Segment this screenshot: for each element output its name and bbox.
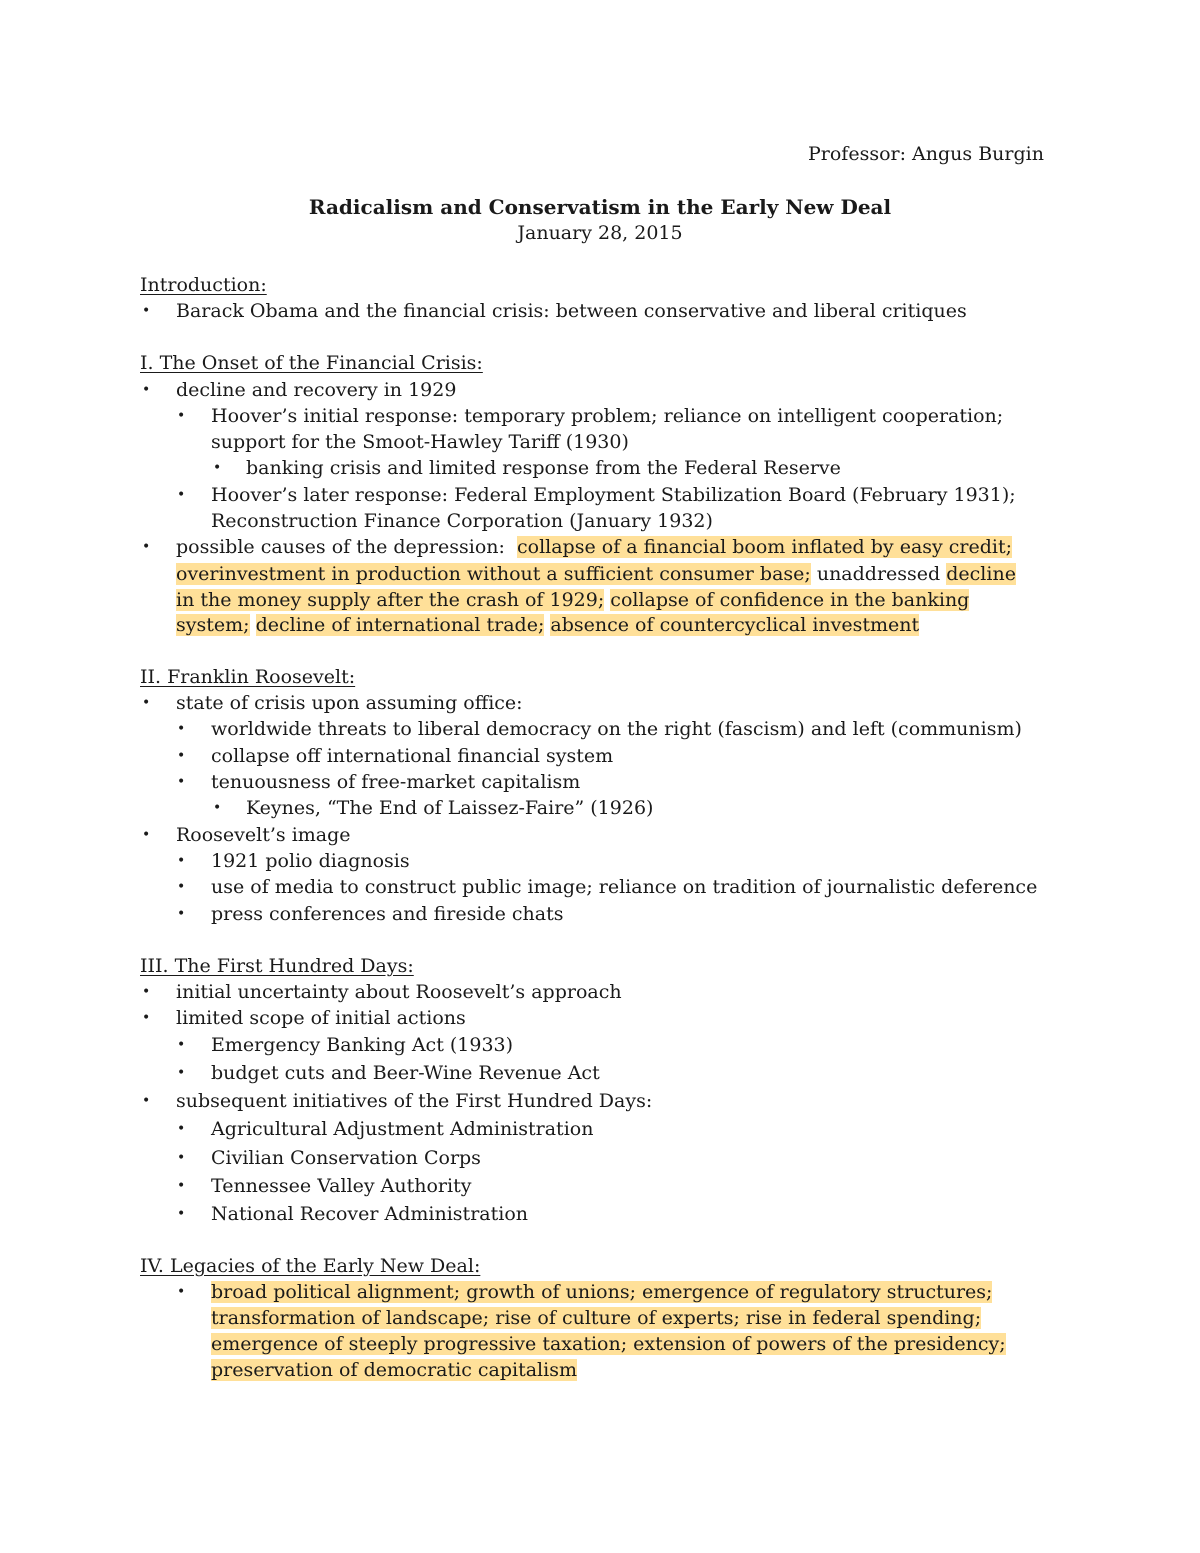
list-item: press conferences and fireside chats	[211, 903, 564, 925]
list-item: Tennessee Valley Authority	[211, 1175, 472, 1197]
list-item-continuation	[211, 1305, 981, 1331]
text-run: possible causes of the depression:	[176, 536, 517, 558]
bullet-icon: •	[177, 774, 186, 790]
highlighted-text: decline	[946, 563, 1016, 585]
list-item: budget cuts and Beer-Wine Revenue Act	[211, 1062, 600, 1084]
section-heading-3: III. The First Hundred Days:	[140, 955, 414, 977]
bullet-icon: •	[177, 1121, 186, 1137]
list-item: Emergency Banking Act (1933)	[211, 1034, 514, 1056]
text-run: unaddressed	[810, 563, 947, 585]
list-item: Civilian Conservation Corps	[211, 1147, 481, 1169]
professor-line: Professor: Angus Burgin	[808, 143, 1044, 165]
bullet-icon: •	[142, 303, 151, 319]
list-item: 1921 polio diagnosis	[211, 850, 410, 872]
highlighted-text: absence of countercyclical investment	[550, 614, 920, 636]
list-item: initial uncertainty about Roosevelt’s approach	[176, 981, 622, 1003]
list-item-continuation	[176, 612, 919, 638]
bullet-icon: •	[142, 539, 151, 555]
bullet-icon: •	[142, 984, 151, 1000]
highlighted-text: decline of international trade;	[255, 614, 545, 636]
highlighted-text: collapse of a financial boom inflated by easy credit;	[517, 536, 1013, 558]
bullet-icon: •	[177, 1206, 186, 1222]
list-item: Keynes, “The End of Laissez-Faire” (1926)	[246, 797, 654, 819]
list-item: Hoover’s initial response: temporary problem; reliance on intelligent cooperation;	[211, 405, 1004, 427]
list-item: subsequent initiatives of the First Hundred Days:	[176, 1090, 653, 1112]
document-date: January 28, 2015	[517, 222, 683, 244]
list-item: collapse off international financial system	[211, 745, 614, 767]
list-item-continuation	[176, 561, 1016, 587]
bullet-icon: •	[142, 695, 151, 711]
list-item: limited scope of initial actions	[176, 1007, 466, 1029]
bullet-icon: •	[177, 1178, 186, 1194]
section-heading-1: I. The Onset of the Financial Crisis:	[140, 352, 483, 374]
highlighted-text: overinvestment in production without a sufficient consumer base;	[176, 563, 811, 585]
bullet-icon: •	[177, 853, 186, 869]
bullet-icon: •	[177, 748, 186, 764]
list-item	[176, 534, 1012, 560]
bullet-icon: •	[177, 721, 186, 737]
bullet-icon: •	[177, 408, 186, 424]
list-item: Agricultural Adjustment Administration	[211, 1118, 594, 1140]
section-heading-4: IV. Legacies of the Early New Deal:	[140, 1255, 481, 1277]
section-heading-2: II. Franklin Roosevelt:	[140, 666, 356, 688]
list-item: use of media to construct public image; reliance on tradition of journalistic deference	[211, 876, 1038, 898]
bullet-icon: •	[177, 1284, 186, 1300]
bullet-icon: •	[177, 906, 186, 922]
highlighted-text: collapse of confidence in the banking	[610, 589, 970, 611]
list-item: tenuousness of free-market capitalism	[211, 771, 581, 793]
list-item	[211, 1279, 992, 1305]
bullet-icon: •	[177, 879, 186, 895]
bullet-icon: •	[177, 1150, 186, 1166]
list-item-continuation	[176, 587, 969, 613]
bullet-icon: •	[177, 487, 186, 503]
list-item-continuation	[211, 1331, 1006, 1357]
highlighted-text: system;	[176, 614, 250, 636]
bullet-icon: •	[213, 800, 222, 816]
document-title: Radicalism and Conservatism in the Early New Deal	[308, 195, 892, 219]
bullet-icon: •	[142, 1010, 151, 1026]
list-item: National Recover Administration	[211, 1203, 528, 1225]
bullet-icon: •	[142, 1093, 151, 1109]
bullet-icon: •	[142, 382, 151, 398]
highlighted-text: preservation of democratic capitalism	[211, 1359, 577, 1381]
list-item: worldwide threats to liberal democracy on the right (fascism) and left (communism)	[211, 718, 1022, 740]
highlighted-text: transformation of landscape; rise of culture of experts; rise in federal spending;	[211, 1307, 982, 1329]
list-item-continuation: Reconstruction Finance Corporation (January 1932)	[211, 510, 713, 532]
list-item: Barack Obama and the financial crisis: between conservative and liberal critiques	[176, 300, 967, 322]
bullet-icon: •	[213, 460, 222, 476]
highlighted-text: emergence of steeply progressive taxation; extension of powers of the presidency;	[211, 1333, 1006, 1355]
list-item: Hoover’s later response: Federal Employment Stabilization Board (February 1931);	[211, 484, 1016, 506]
section-heading-introduction: Introduction:	[140, 274, 267, 296]
highlighted-text: broad political alignment; growth of unions; emergence of regulatory structures;	[211, 1281, 993, 1303]
bullet-icon: •	[177, 1065, 186, 1081]
list-item-continuation	[211, 1357, 577, 1383]
bullet-icon: •	[177, 1037, 186, 1053]
highlighted-text: in the money supply after the crash of 1929;	[176, 589, 605, 611]
list-item-continuation: support for the Smoot-Hawley Tariff (1930)	[211, 431, 629, 453]
list-item: decline and recovery in 1929	[176, 379, 457, 401]
bullet-icon: •	[142, 827, 151, 843]
list-item: Roosevelt’s image	[176, 824, 351, 846]
list-item: state of crisis upon assuming office:	[176, 692, 523, 714]
list-item: banking crisis and limited response from the Federal Reserve	[246, 457, 841, 479]
